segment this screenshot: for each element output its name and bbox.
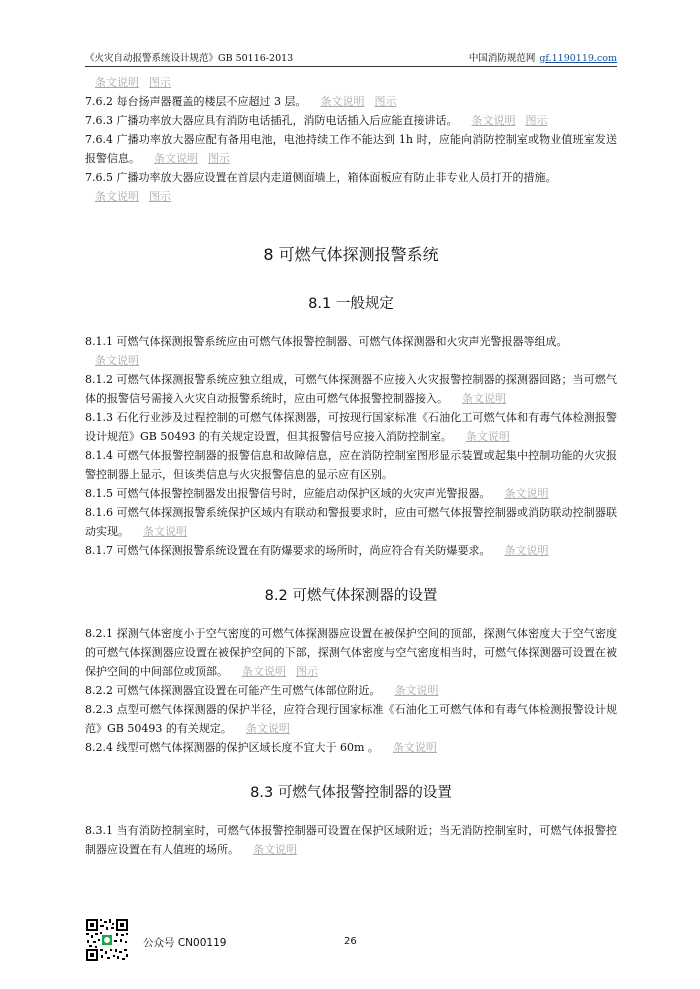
site-name: 中国消防规范网 — [468, 53, 536, 64]
explain-link[interactable]: 条文说明 — [504, 544, 549, 557]
clause-8-2-1 — [85, 624, 617, 681]
clause-text: 8.1.1 可燃气体探测报警系统应由可燃气体报警控制器、可燃气体探测器和火灾声光警报器等组成。 — [85, 335, 568, 348]
explain-link[interactable]: 条文说明 — [394, 684, 439, 697]
clause-8-2-3 — [85, 700, 617, 738]
clause-text: 8.1.3 石化行业涉及过程控制的可燃气体探测器，可按现行国家标准《石油化工可燃气体和有毒气体检测报警设计规范》GB 50493 的有关规定设置，但其报警信号应接入消防控制室。 — [85, 411, 617, 443]
figure-link[interactable]: 图示 — [149, 76, 171, 89]
clause-text: 8.1.7 可燃气体探测报警系统设置在有防爆要求的场所时，尚应符合有关防爆要求。 — [85, 544, 491, 557]
explain-link[interactable]: 条文说明 — [245, 722, 290, 735]
clause-7-6-5-links — [85, 187, 617, 206]
document-title: 《火灾自动报警系统设计规范》GB 50116-2013 — [85, 53, 294, 64]
clause-text: 8.2.2 可燃气体探测器宜设置在可能产生可燃气体部位附近。 — [85, 684, 381, 697]
explain-link[interactable]: 条文说明 — [143, 525, 187, 538]
clause-text: 8.1.6 可燃气体探测报警系统保护区域内有联动和警报要求时，应由可燃气体报警控制器或消防联动控制器联动实现。 — [85, 506, 617, 538]
site-url-link[interactable]: gf.1190119.com — [539, 53, 617, 64]
explain-link[interactable]: 条文说明 — [95, 76, 139, 89]
clause-7-6-2 — [85, 92, 617, 111]
clause-8-1-6 — [85, 503, 617, 541]
explain-link[interactable]: 条文说明 — [95, 354, 139, 367]
figure-link[interactable]: 图示 — [296, 665, 318, 678]
page-header — [85, 52, 617, 67]
clause-8-2-2 — [85, 681, 617, 700]
explain-link[interactable]: 条文说明 — [242, 665, 286, 678]
explain-link[interactable]: 条文说明 — [504, 487, 549, 500]
figure-link[interactable]: 图示 — [525, 114, 548, 127]
explain-link[interactable]: 条文说明 — [471, 114, 516, 127]
clause-7-6-3 — [85, 111, 617, 130]
clause-8-1-1-links — [85, 351, 617, 370]
clause-8-2-4 — [85, 738, 617, 757]
page-content — [85, 73, 617, 859]
explain-link[interactable]: 条文说明 — [465, 430, 510, 443]
page-number: 26 — [344, 936, 357, 947]
clause-text: 8.2.3 点型可燃气体探测器的保护半径，应符合现行国家标准《石油化工可燃气体和有毒气体检测报警设计规范》GB 50493 的有关规定。 — [85, 703, 617, 735]
explain-link[interactable]: 条文说明 — [392, 741, 437, 754]
clause-7-6-5 — [85, 168, 617, 187]
section-8-3-title: 8.3 可燃气体报警控制器的设置 — [250, 785, 452, 801]
clause-8-1-3 — [85, 408, 617, 446]
clause-text: 8.1.4 可燃气体报警控制器的报警信息和故障信息，应在消防控制室图形显示装置或起集中控制功能的火灾报警控制器上显示，但该类信息与火灾报警信息的显示应有区别。 — [85, 449, 617, 481]
clause-text: 8.1.5 可燃气体报警控制器发出报警信号时，应能启动保护区域的火灾声光警报器。 — [85, 487, 491, 500]
clause-8-1-2 — [85, 370, 617, 408]
explain-link[interactable]: 条文说明 — [154, 152, 198, 165]
clause-text: 7.6.4 广播功率放大器应配有备用电池，电池持续工作不能达到 1h 时，应能向消防控制室或物业值班室发送报警信息。 — [85, 133, 617, 165]
explain-link[interactable]: 条文说明 — [320, 95, 365, 108]
figure-link[interactable]: 图示 — [149, 190, 171, 203]
section-8-1-title: 8.1 一般规定 — [308, 296, 394, 312]
section-8-2-title: 8.2 可燃气体探测器的设置 — [264, 588, 438, 604]
clause-8-1-1 — [85, 332, 617, 351]
clause-8-1-4 — [85, 446, 617, 484]
clause-7-6-1-links — [85, 73, 617, 92]
figure-link[interactable]: 图示 — [374, 95, 397, 108]
clause-text: 8.1.2 可燃气体探测报警系统应独立组成，可燃气体探测器不应接入火灾报警控制器的探测器回路；当可燃气体的报警信号需接入火灾自动报警系统时，应由可燃气体报警控制器接入。 — [85, 373, 617, 405]
clause-text: 7.6.2 每台扬声器覆盖的楼层不应超过 3 层。 — [85, 95, 307, 108]
figure-link[interactable]: 图示 — [208, 152, 230, 165]
page-footer — [85, 918, 617, 968]
clause-text: 8.3.1 当有消防控制室时，可燃气体报警控制器可设置在保护区域附近；当无消防控制室时，可燃气体报警控制器应设置在有人值班的场所。 — [85, 824, 617, 856]
explain-link[interactable]: 条文说明 — [462, 392, 506, 405]
clause-text: 7.6.3 广播功率放大器应具有消防电话插孔，消防电话插入后应能直接讲话。 — [85, 114, 458, 127]
site-info — [469, 52, 617, 65]
clause-7-6-4 — [85, 130, 617, 168]
qr-code-icon — [85, 918, 129, 962]
clause-text: 7.6.5 广播功率放大器应设置在首层内走道侧面墙上，箱体面板应有防止非专业人员打开的措施。 — [85, 171, 557, 184]
public-account-label: 公众号 CN00119 — [143, 937, 227, 949]
explain-link[interactable]: 条文说明 — [253, 843, 297, 856]
clause-text: 8.2.4 线型可燃气体探测器的保护区域长度不宜大于 60m 。 — [85, 741, 379, 754]
clause-8-1-7 — [85, 541, 617, 560]
chapter-8-title: 8 可燃气体探测报警系统 — [263, 245, 439, 264]
clause-8-1-5 — [85, 484, 617, 503]
clause-text: 8.2.1 探测气体密度小于空气密度的可燃气体探测器应设置在被保护空间的顶部，探测气体密度大于空气密度的可燃气体探测器应设置在被保护空间的下部，探测气体密度与空气密度相当时，可燃气体探测器可设置在被保护空间的中间部位或顶部。 — [85, 627, 617, 678]
explain-link[interactable]: 条文说明 — [95, 190, 139, 203]
clause-8-3-1 — [85, 821, 617, 859]
